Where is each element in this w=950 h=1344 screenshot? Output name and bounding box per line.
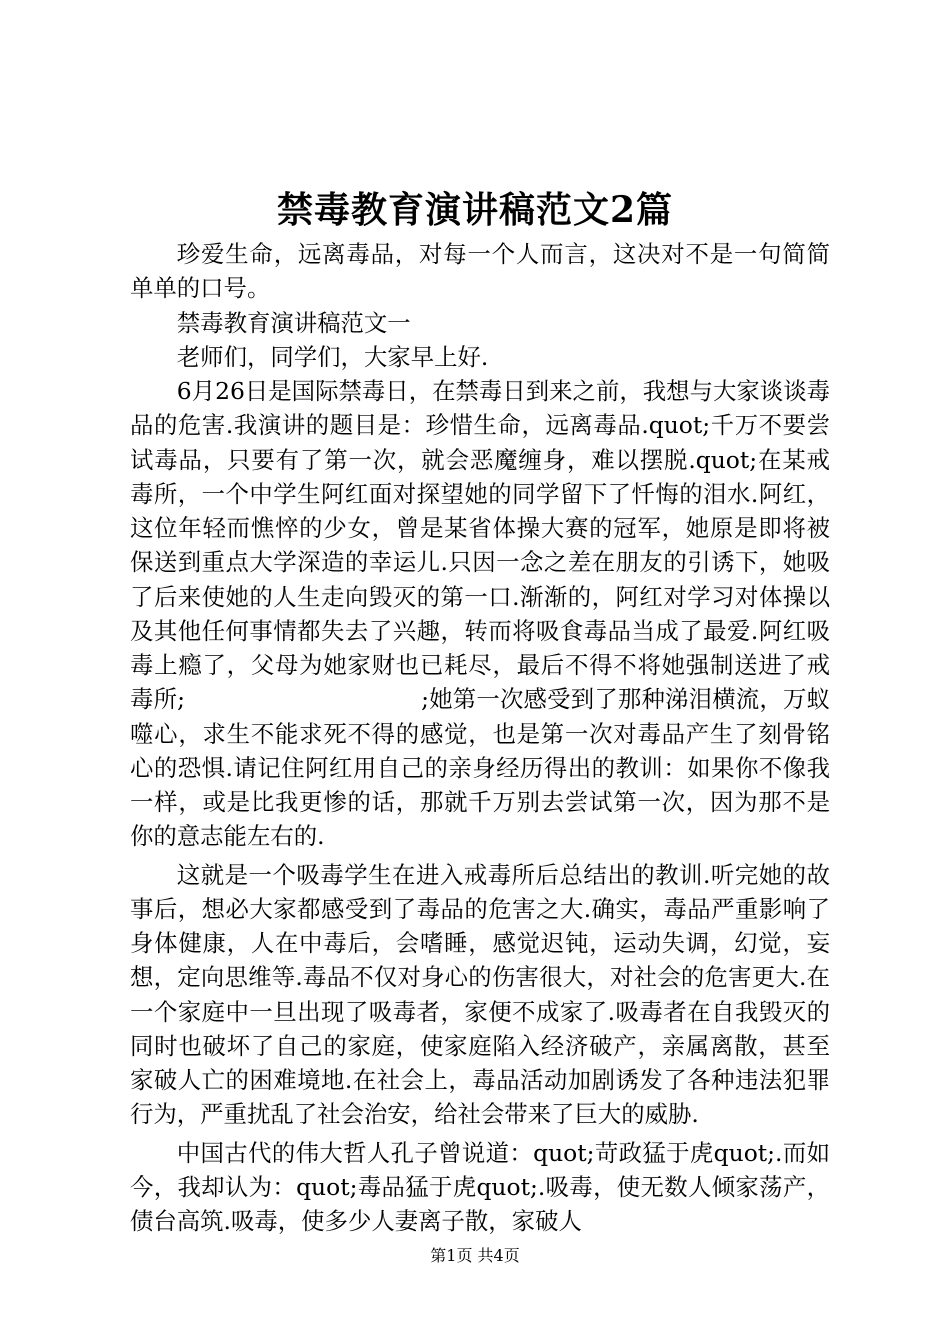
paragraph-intro: 珍爱生命，远离毒品，对每一个人而言，这决对不是一句简简单单的口号。 [130, 240, 830, 303]
document-title: 禁毒教育演讲稿范文2篇 [276, 189, 674, 231]
document-body [130, 237, 830, 1238]
paragraph-story: 6月26日是国际禁毒日，在禁毒日到来之前，我想与大家谈谈毒品的危害.我演讲的题目是：珍惜生命，远离毒品.quot;千万不要尝试毒品，只要有了第一次，就会恶魔缠身，难以摆脱.quot;在某戒毒所，一个中学生阿红面对探望她的同学留下了忏悔的泪水.阿红，这位年轻而憔悴的少女，曾是某省体操大赛的冠军，她原是即将被保送到重点大学深造的幸运儿.只因一念之差在朋友的引诱下，她吸了后来使她的人生走向毁灭的第一口.渐渐的，阿红对学习对体操以及其他任何事情都失去了兴趣，转而将吸食毒品当成了最爱.阿红吸毒上瘾了，父母为她家财也已耗尽，最后不得不将她强制送进了戒毒所; ;她第一次感受到了那种涕泪横流，万蚁噬心，求生不能求死不得的感觉，也是第一次对毒品产生了刻骨铭心的恐惧.请记住阿红用自己的亲身经历得出的教训：如果你不像我一样，或是比我更惨的话，那就千万别去尝试第一次，因为那不是你的意志能左右的. [130, 377, 830, 851]
paragraph-subtitle: 禁毒教育演讲稿范文一 [176, 308, 411, 337]
page-footer: 第1页 共4页 [430, 1246, 520, 1265]
paragraph-greeting: 老师们，同学们，大家早上好. [176, 342, 489, 371]
paragraph-confucius: 中国古代的伟大哲人孔子曾说道：quot;苛政猛于虎quot;.而如今，我却认为：quot;毒品猛于虎quot;.吸毒，使无数人倾家荡产，债台高筑.吸毒，使多少人妻离子散，家破人 [130, 1138, 830, 1235]
paragraph-harm: 这就是一个吸毒学生在进入戒毒所后总结出的教训.听完她的故事后，想必大家都感受到了毒品的危害之大.确实，毒品严重影响了身体健康，人在中毒后，会嗜睡，感觉迟钝，运动失调，幻觉，妄想，定向思维等.毒品不仅对身心的伤害很大，对社会的危害更大.在一个家庭中一旦出现了吸毒者，家便不成家了.吸毒者在自我毁灭的同时也破坏了自己的家庭，使家庭陷入经济破产，亲属离散，甚至家破人亡的困难境地.在社会上，毒品活动加剧诱发了各种违法犯罪行为，严重扰乱了社会治安，给社会带来了巨大的威胁. [130, 860, 830, 1129]
